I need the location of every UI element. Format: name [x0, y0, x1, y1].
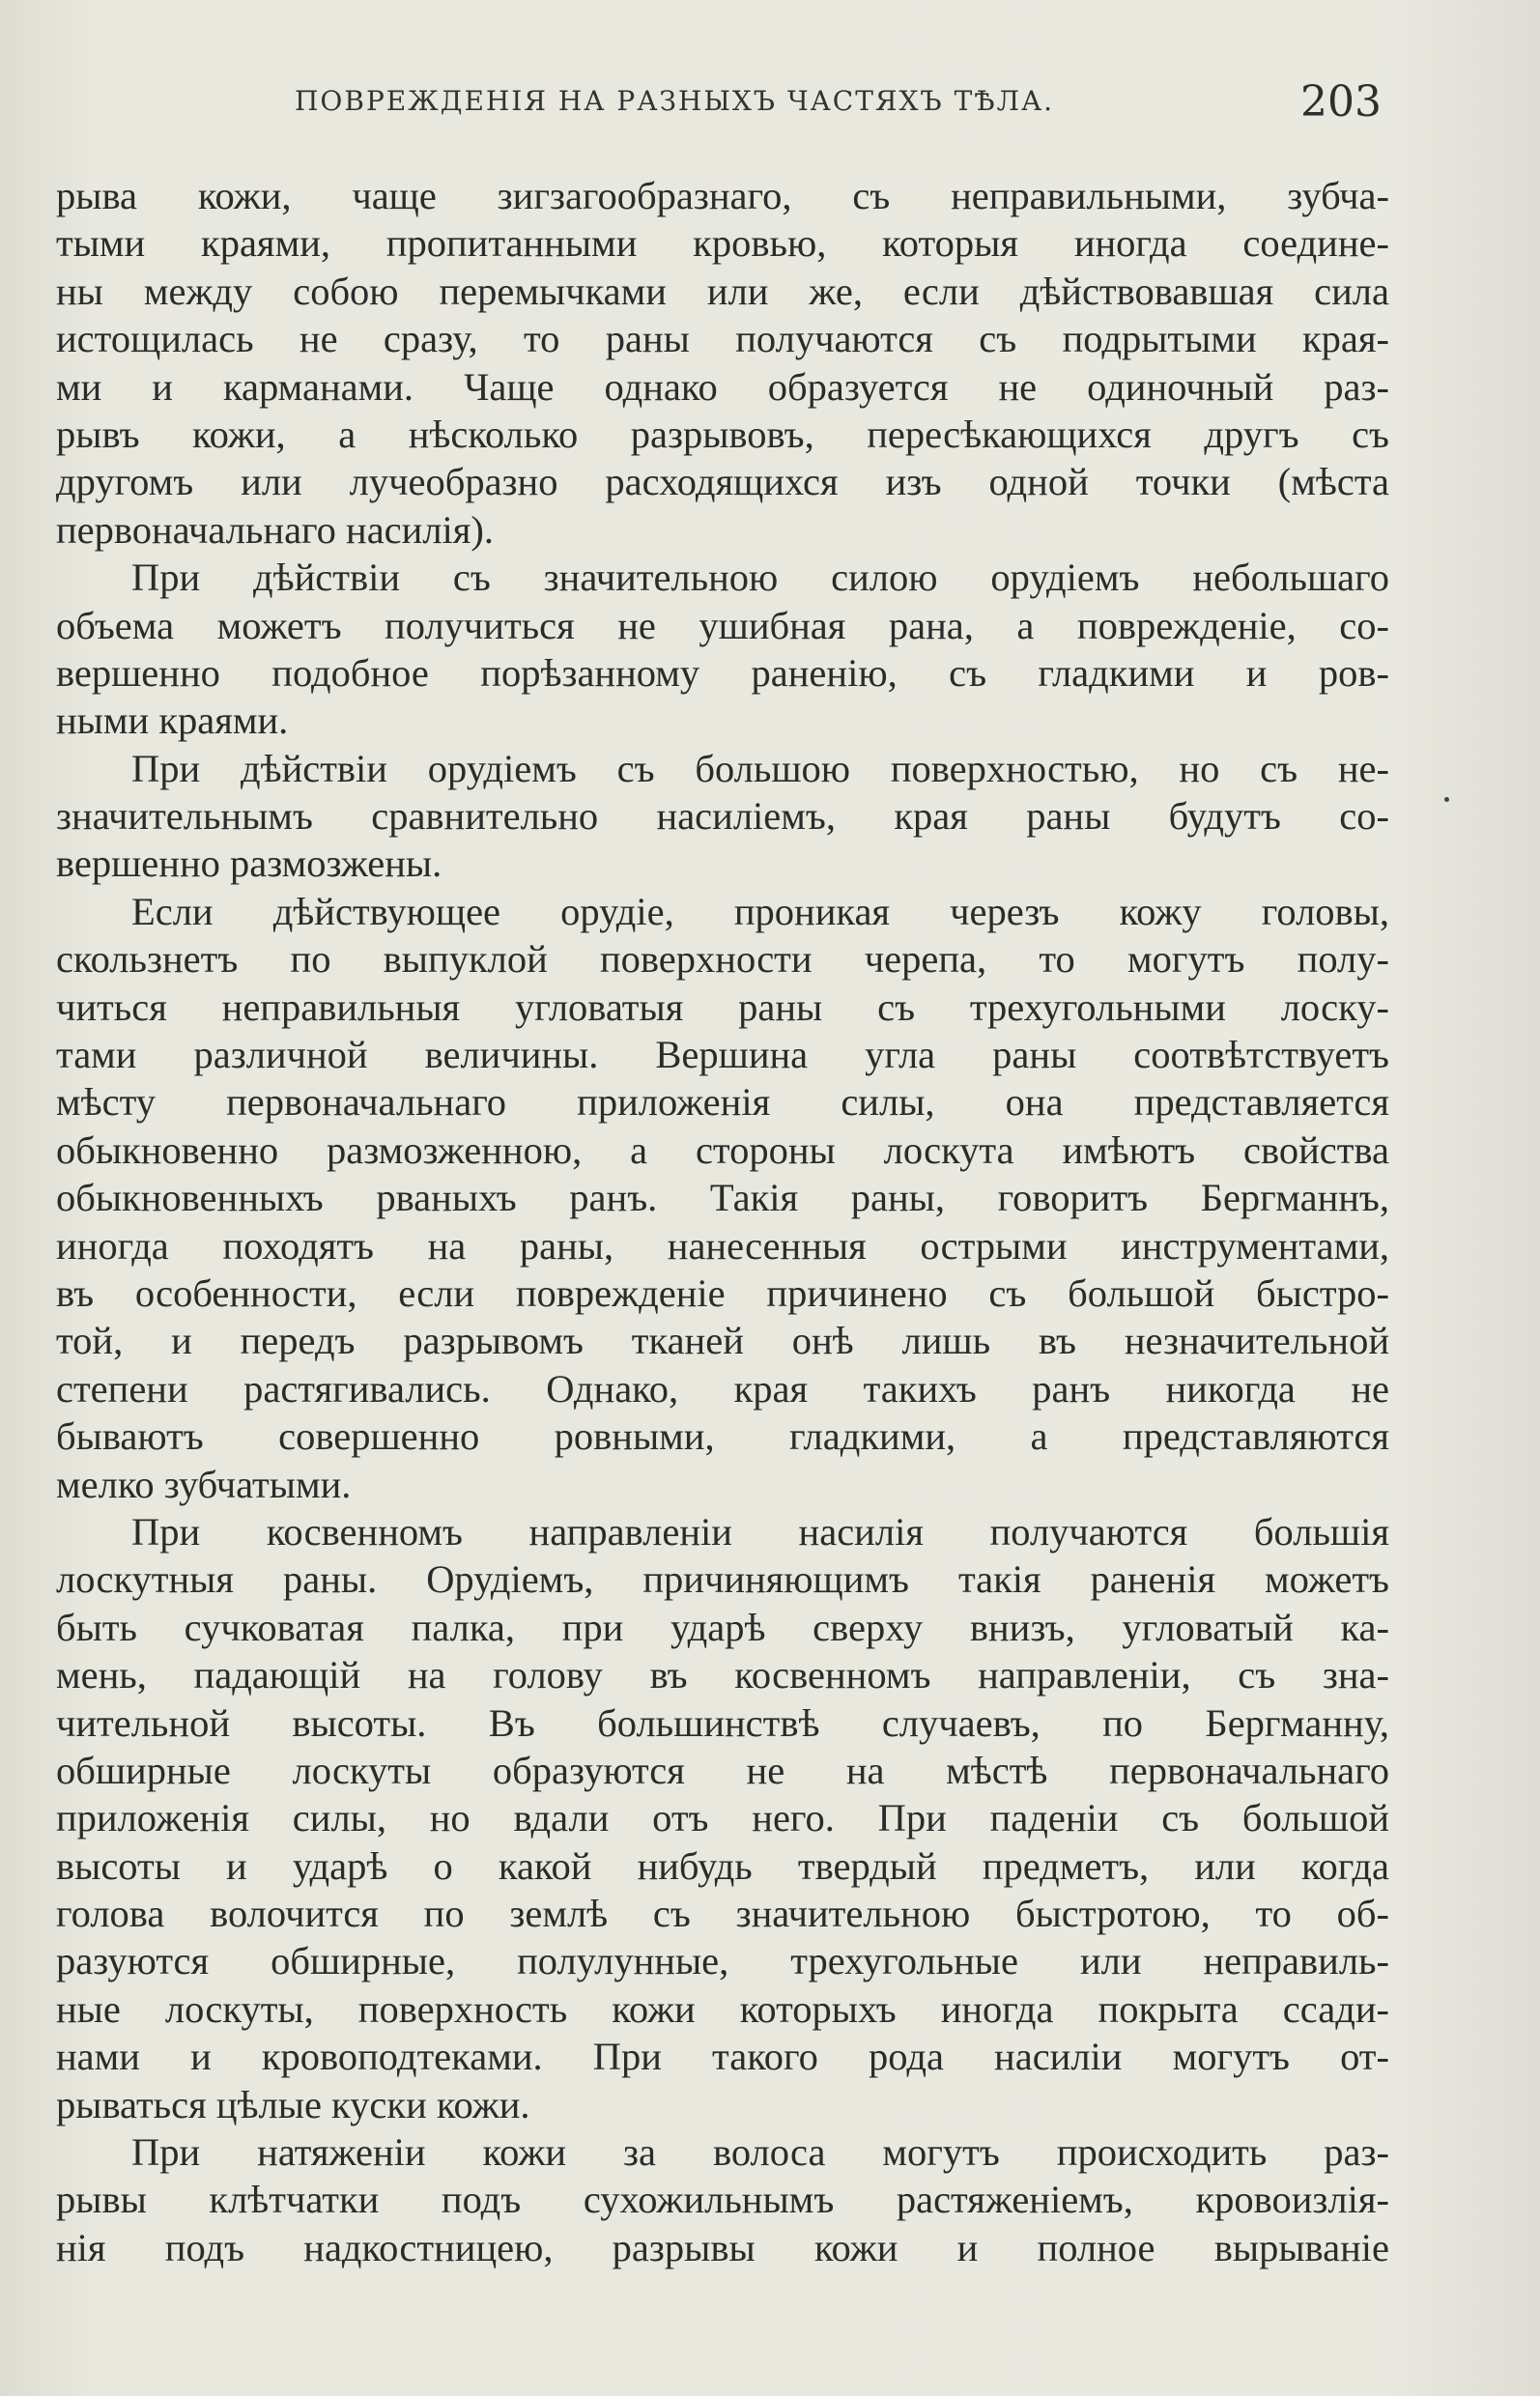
text-line: При косвенномъ направленіи насилія получаются большія [131, 1509, 1389, 1554]
text-line: рывы клѣтчатки подъ сухожильнымъ растяженіемъ, кровоизлія- [56, 2178, 1389, 2222]
text-line: читься неправильныя угловатыя раны съ трехугольными лоску- [56, 984, 1389, 1029]
text-line: вершенно подобное порѣзанному раненію, съ гладкими и ров- [56, 650, 1389, 695]
text-line: нія подъ надкостницею, разрывы кожи и полное вырываніе [56, 2225, 1389, 2269]
text-line: рывъ кожи, а нѣсколько разрывовъ, пересѣкающихся другъ съ [56, 412, 1389, 456]
paragraph [56, 172, 1389, 554]
text-line: разуются обширные, полулунные, трехугольные или неправиль- [56, 1939, 1389, 1983]
text-line: мень, падающій на голову въ косвенномъ направленіи, съ зна- [56, 1653, 1389, 1697]
text-line: высоты и ударѣ о какой нибудь твердый предметъ, или когда [56, 1843, 1389, 1888]
text-line: При дѣйствіи съ значительною силою орудіемъ небольшаго [131, 556, 1389, 600]
text-line: иногда походятъ на раны, нанесенныя острыми инструментами, [56, 1223, 1389, 1268]
text-line: ные лоскуты, поверхность кожи которыхъ иногда покрыта ссади- [56, 1986, 1389, 2031]
text-line: чительной высоты. Въ большинствѣ случаевъ, по Бергманну, [56, 1700, 1389, 1745]
paragraph [56, 2128, 1389, 2271]
paragraph [56, 554, 1389, 745]
text-line: обыкновенныхъ рваныхъ ранъ. Такія раны, говоритъ Бергманнъ, [56, 1176, 1389, 1220]
page-number: 203 [1300, 77, 1382, 127]
print-speck [1444, 797, 1449, 802]
text-line: бываютъ совершенно ровными, гладкими, а представляются [56, 1414, 1389, 1459]
text-line: приложенія силы, но вдали отъ него. При паденіи съ большой [56, 1796, 1389, 1840]
text-line: первоначальнаго насилія). [56, 507, 495, 552]
text-line: скользнетъ по выпуклой поверхности черепа, то могутъ полу- [56, 937, 1389, 982]
text-line: мелко зубчатыми. [56, 1462, 352, 1506]
body-text [56, 172, 1389, 2271]
text-line: При дѣйствіи орудіемъ съ большою поверхностью, но съ не- [131, 746, 1389, 790]
text-line: вершенно размозжены. [56, 841, 442, 886]
text-line: лоскутныя раны. Орудіемъ, причиняющимъ такія раненія можетъ [56, 1557, 1389, 1602]
text-line: Если дѣйствующее орудіе, проникая черезъ кожу головы, [131, 889, 1389, 933]
page-header [58, 77, 1382, 133]
paragraph [56, 1508, 1389, 2128]
text-line: въ особенности, если поврежденіе причинено съ большой быстро- [56, 1270, 1389, 1315]
text-line: нами и кровоподтеками. При такого рода насиліи могутъ от- [56, 2035, 1389, 2079]
text-line: значительнымъ сравнительно насиліемъ, края раны будутъ со- [56, 794, 1389, 839]
text-line: ны между собою перемычками или же, если дѣйствовавшая сила [56, 269, 1389, 313]
paragraph [56, 888, 1389, 1508]
text-line: степени растягивались. Однако, края такихъ ранъ никогда не [56, 1366, 1389, 1411]
text-line: ными краями. [56, 699, 289, 743]
text-line: обширные лоскуты образуются не на мѣстѣ первоначальнаго [56, 1748, 1389, 1792]
text-line: При натяженіи кожи за волоса могутъ происходить раз- [131, 2130, 1389, 2175]
text-line: быть сучковатая палка, при ударѣ сверху внизъ, угловатый ка- [56, 1605, 1389, 1649]
text-line: рыва кожи, чаще зигзагообразнаго, съ неправильными, зубча- [56, 174, 1389, 217]
text-line: объема можетъ получиться не ушибная рана, а поврежденіе, со- [56, 603, 1389, 647]
text-line: ми и карманами. Чаще однако образуется не одиночный раз- [56, 364, 1389, 409]
text-line: другомъ или лучеобразно расходящихся изъ одной точки (мѣста [56, 460, 1389, 504]
text-line: рываться цѣлые куски кожи. [56, 2082, 530, 2126]
text-line: голова волочится по землѣ съ значительною быстротою, то об- [56, 1892, 1389, 1936]
text-line: мѣсту первоначальнаго приложенія силы, она представляется [56, 1080, 1389, 1125]
text-line: той, и передъ разрывомъ тканей онѣ лишь въ незначительной [56, 1319, 1389, 1363]
text-line: тыми краями, пропитанными кровью, которыя иногда соедине- [56, 221, 1389, 266]
paragraph [56, 745, 1389, 888]
text-line: обыкновенно размозженною, а стороны лоскута имѣютъ свойства [56, 1127, 1389, 1172]
text-line: тами различной величины. Вершина угла раны соотвѣтствуетъ [56, 1033, 1389, 1077]
text-line: истощилась не сразу, то раны получаются съ подрытыми края- [56, 317, 1389, 361]
running-title: ПОВРЕЖДЕНІЯ НА РАЗНЫХЪ ЧАСТЯХЪ ТѢЛА. [295, 85, 1055, 117]
